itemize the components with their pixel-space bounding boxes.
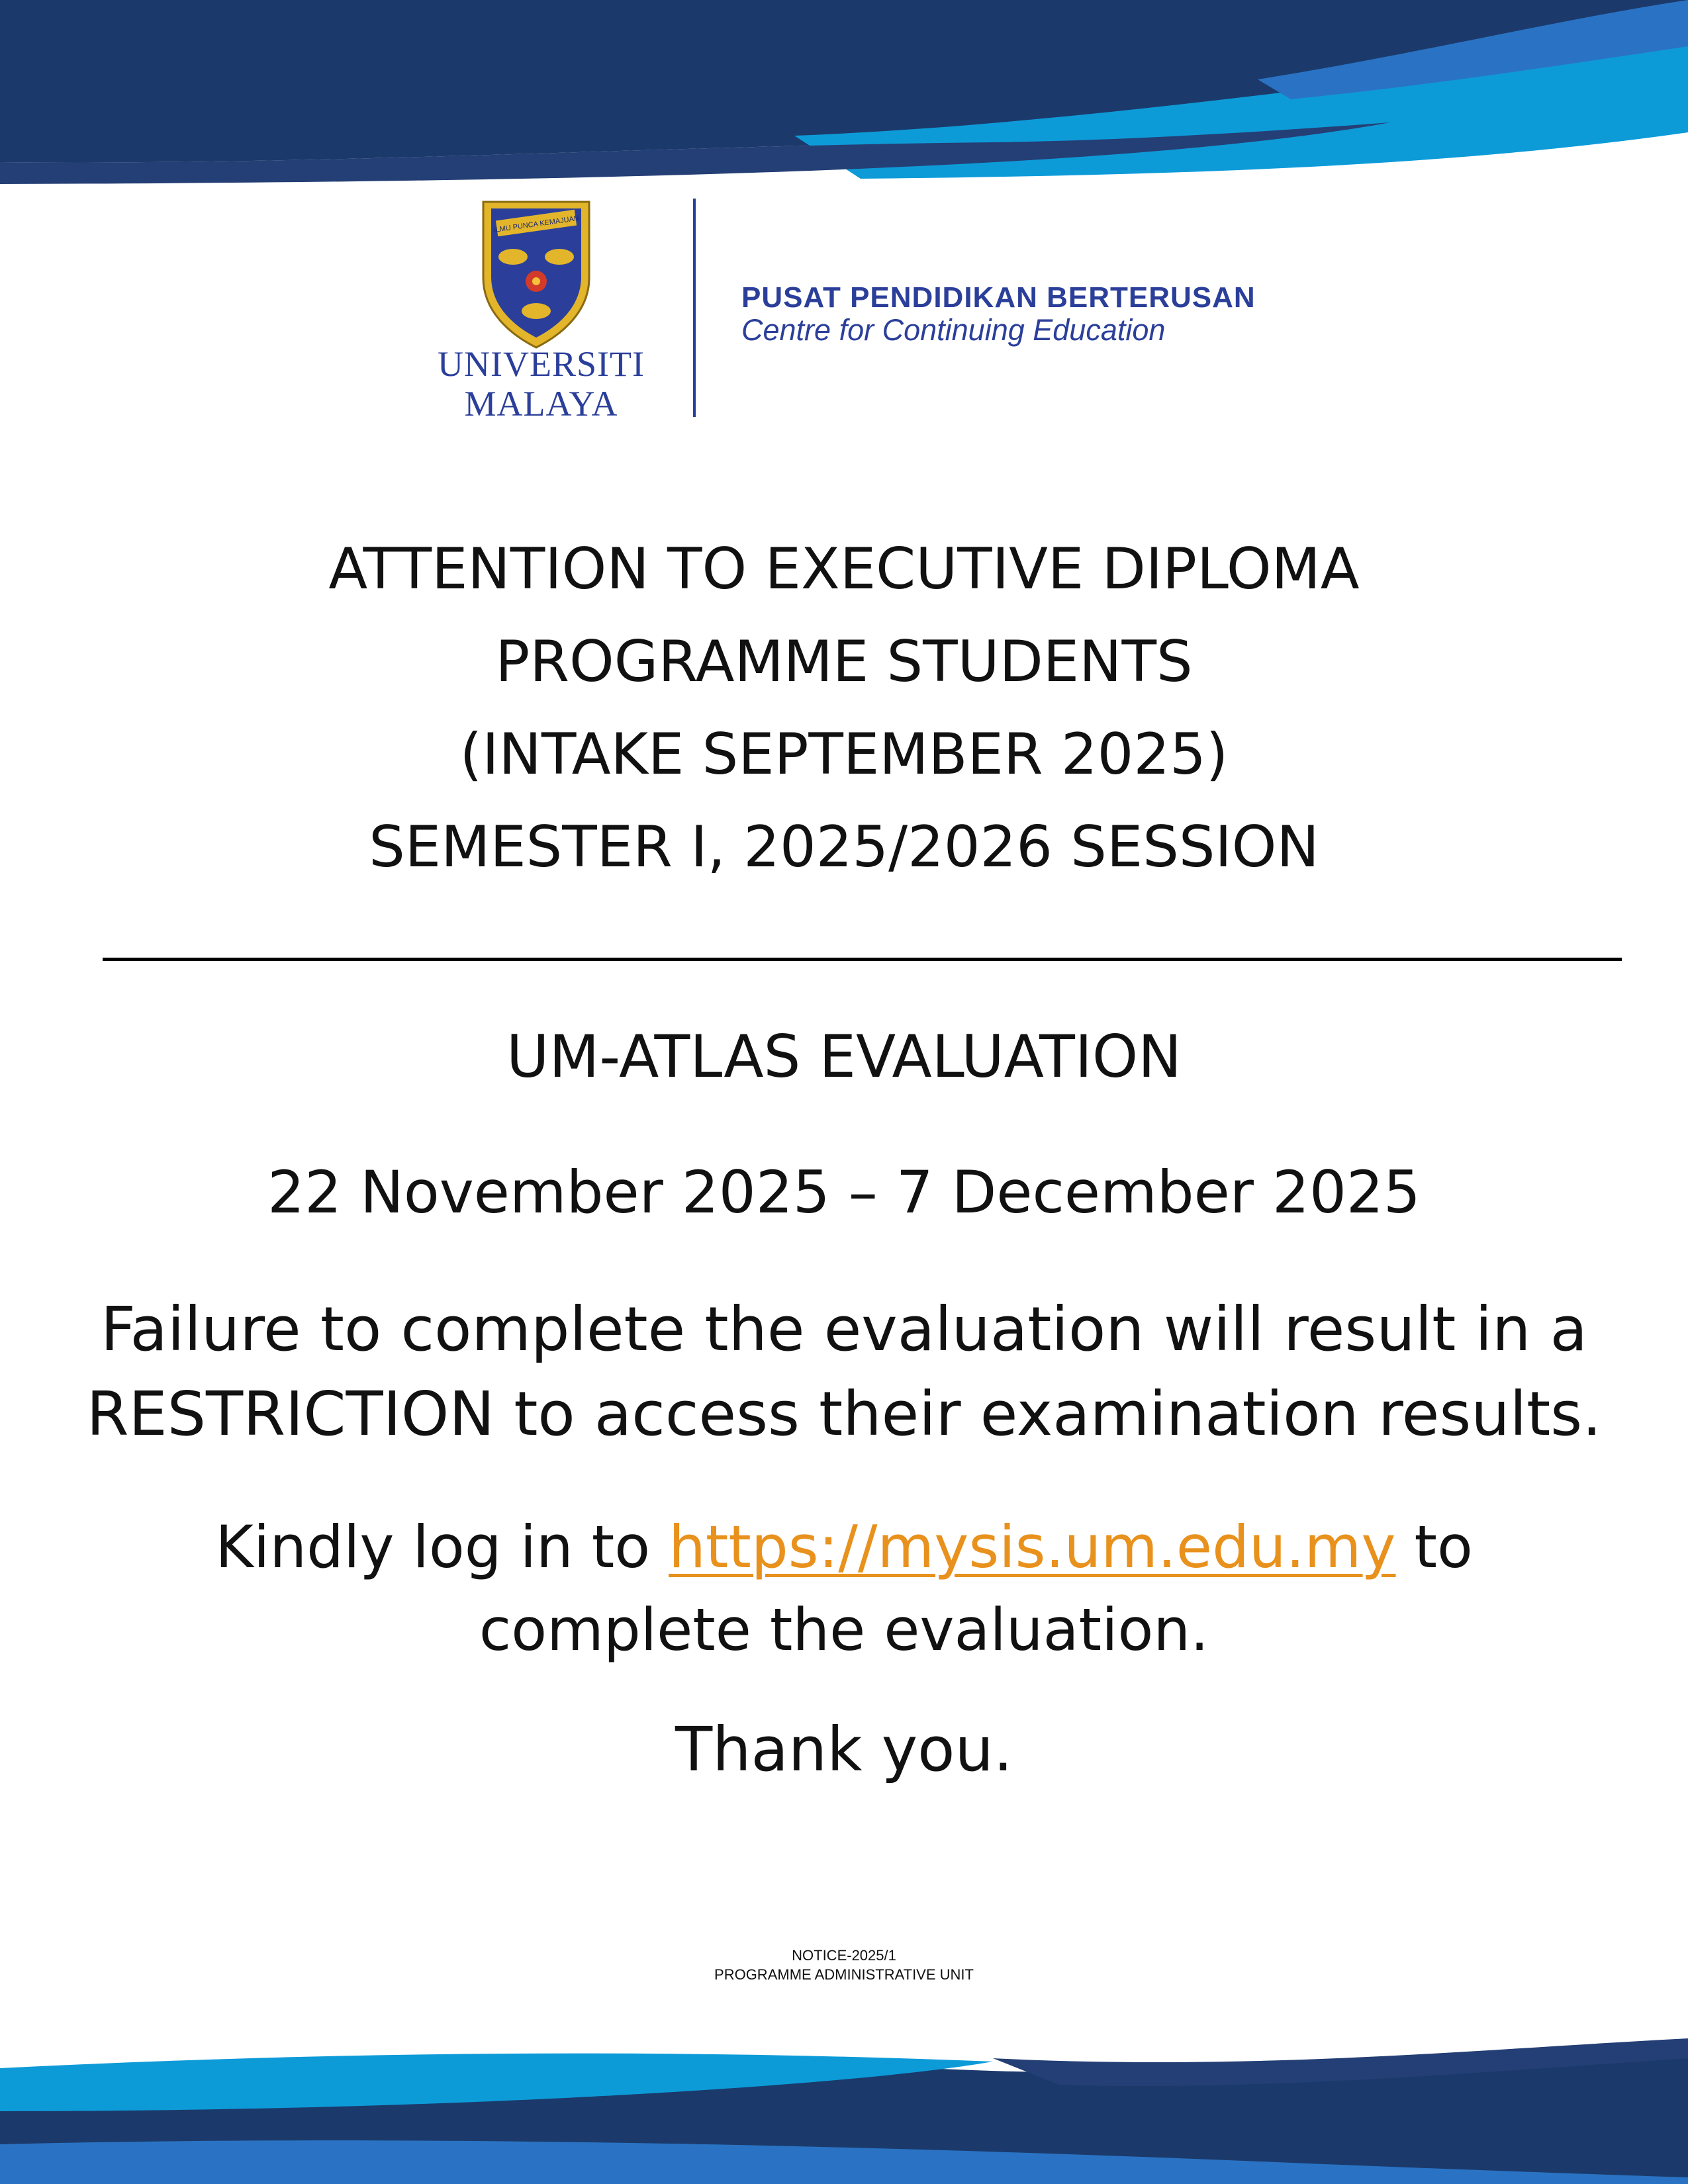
failure-line2: RESTRICTION to access their examination results. [86, 1379, 1602, 1449]
bottom-wave-banner [0, 2012, 1688, 2184]
header-divider [693, 199, 696, 417]
thank-you: Thank you. [675, 1714, 1013, 1785]
login-instruction [66, 1506, 1622, 1671]
university-crest-logo [477, 199, 596, 351]
top-wave-banner [0, 0, 1688, 199]
university-name-line1: UNIVERSITI [438, 344, 645, 384]
university-name-line2: MALAYA [464, 384, 618, 424]
notice-code: NOTICE-2025/1 [792, 1947, 896, 1964]
title-line: PROGRAMME STUDENTS [495, 629, 1193, 695]
centre-name-malay: PUSAT PENDIDIKAN BERTERUSAN [741, 281, 1256, 314]
title-line: SEMESTER I, 2025/2026 SESSION [369, 814, 1319, 880]
horizontal-rule [103, 958, 1622, 961]
failure-warning [66, 1287, 1622, 1457]
notice-title [66, 523, 1622, 893]
evaluation-dates: 22 November 2025 – 7 December 2025 [267, 1158, 1421, 1226]
footer-notice [0, 1946, 1688, 1984]
evaluation-title: UM-ATLAS EVALUATION [506, 1023, 1182, 1091]
title-line: (INTAKE SEPTEMBER 2025) [459, 721, 1229, 788]
crest-motto: ILMU PUNCA KEMAJUAN [492, 214, 580, 234]
failure-line1: Failure to complete the evaluation will result in a [100, 1294, 1588, 1365]
login-prefix: Kindly log in to [215, 1513, 669, 1581]
university-name [424, 344, 659, 424]
admin-unit: PROGRAMME ADMINISTRATIVE UNIT [714, 1966, 974, 1983]
title-line: ATTENTION TO EXECUTIVE DIPLOMA [328, 536, 1360, 602]
login-line2: complete the evaluation. [479, 1596, 1209, 1664]
mysis-link[interactable]: https://mysis.um.edu.my [669, 1513, 1396, 1581]
header [410, 195, 1337, 427]
login-suffix: to [1395, 1513, 1473, 1581]
centre-name-english: Centre for Continuing Education [741, 313, 1166, 347]
